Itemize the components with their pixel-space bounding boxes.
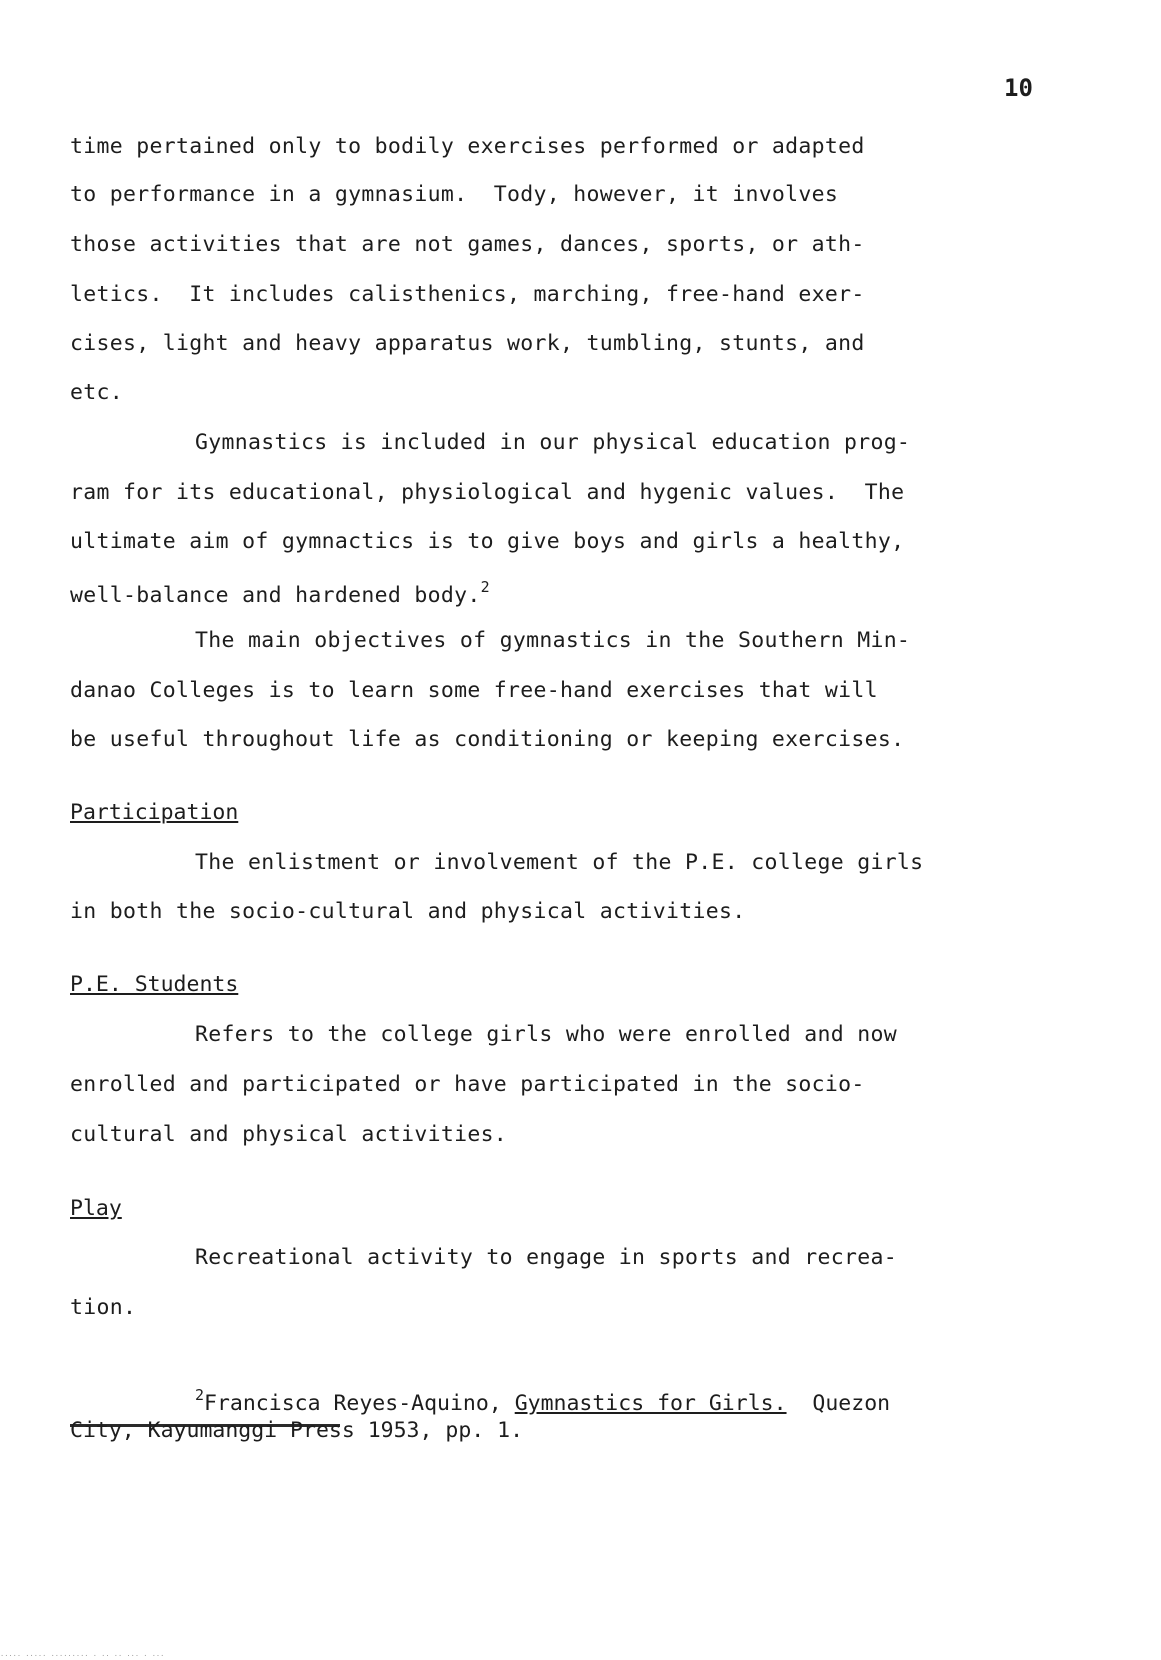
- text-line: to performance in a gymnasium. Tody, however, it involves: [70, 182, 839, 207]
- text-line: Refers to the college girls who were enrolled and now: [195, 1022, 897, 1047]
- text-line: ultimate aim of gymnactics is to give boys and girls a healthy,: [70, 529, 905, 554]
- text-span: well-balance and hardened body.: [70, 583, 481, 608]
- scan-footer: ..... ..... ......... . .. .. ... . ...: [0, 1650, 165, 1658]
- text-line: time pertained only to bodily exercises performed or adapted: [70, 134, 865, 159]
- definition-term: Play: [70, 1196, 122, 1221]
- text-line: cises, light and heavy apparatus work, tumbling, stunts, and: [70, 331, 865, 356]
- text-line: cultural and physical activities.: [70, 1122, 508, 1147]
- footnote-ref: 2: [480, 578, 490, 596]
- text-line: those activities that are not games, dances, sports, or ath-: [70, 232, 865, 257]
- definition-term: Participation: [70, 800, 239, 825]
- text-line: Recreational activity to engage in sports and recrea-: [195, 1245, 897, 1270]
- footnote-marker: 2: [195, 1386, 205, 1404]
- text-line: in both the socio-cultural and physical activities.: [70, 899, 746, 924]
- footnote-place: Quezon: [812, 1391, 891, 1416]
- text-line: letics. It includes calisthenics, marching, free-hand exer-: [70, 282, 865, 307]
- text-line: The main objectives of gymnastics in the Southern Min-: [195, 628, 911, 653]
- text-line: The enlistment or involvement of the P.E. college girls: [195, 850, 924, 875]
- definition-term: P.E. Students: [70, 972, 239, 997]
- text-line: etc.: [70, 380, 123, 405]
- text-line: danao Colleges is to learn some free-hand exercises that will: [70, 678, 878, 703]
- text-line: ram for its educational, physiological and hygenic values. The: [70, 480, 905, 505]
- text-line: be useful throughout life as conditioning or keeping exercises.: [70, 727, 905, 752]
- footnote-line: City, Kayumanggi Press 1953, pp. 1.: [70, 1418, 524, 1443]
- text-line: tion.: [70, 1295, 137, 1320]
- footnote-author: Francisca Reyes-Aquino,: [204, 1391, 502, 1416]
- text-line: enrolled and participated or have participated in the socio-: [70, 1072, 865, 1097]
- text-line: [70, 578, 490, 608]
- text-line: Gymnastics is included in our physical education prog-: [195, 430, 911, 455]
- page-number: 10: [1004, 74, 1033, 102]
- footnote-line: [195, 1386, 890, 1416]
- footnote-title: Gymnastics for Girls.: [514, 1391, 787, 1416]
